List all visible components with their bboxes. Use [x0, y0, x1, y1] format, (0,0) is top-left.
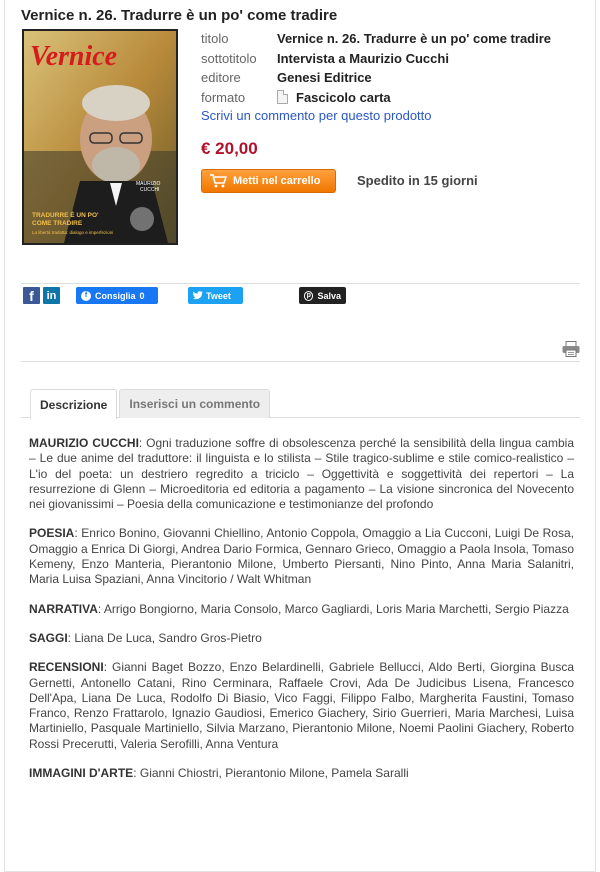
document-icon	[277, 90, 288, 104]
cover-masthead: Vernice	[30, 41, 118, 72]
attr-label: formato	[201, 89, 246, 105]
pinterest-icon: p	[304, 291, 313, 301]
add-to-cart-label: Metti nel carrello	[233, 175, 321, 187]
description-text: : Arrigo Bongiorno, Maria Consolo, Marco Gagliardi, Loris Maria Marchetti, Sergio Piazza	[97, 601, 569, 616]
product-description	[29, 436, 574, 795]
product-title: Vernice n. 26. Tradurre è un po' come tradire	[21, 7, 338, 24]
tab-descrizione[interactable]: Descrizione	[30, 389, 117, 419]
salva-label: Salva	[317, 290, 341, 301]
cover-subtext: La libertà tradotta: dialogo e imperfezioni	[32, 230, 114, 235]
cover-name-1: MAURIZIO	[136, 181, 161, 187]
attr-label: titolo	[201, 31, 229, 47]
pinterest-save-button[interactable]	[299, 287, 346, 304]
shipping-info: Spedito in 15 giorni	[357, 173, 478, 188]
attr-row-publisher	[201, 68, 551, 88]
write-comment-link[interactable]: Scrivi un commento per questo prodotto	[201, 108, 432, 123]
tweet-label: Tweet	[206, 290, 231, 301]
attr-value-format	[277, 90, 391, 105]
attr-row-title	[201, 29, 551, 49]
price: € 20,00	[201, 139, 258, 158]
product-attributes	[201, 29, 551, 107]
cover-tagline-1: TRADURRE È UN PO'	[32, 212, 99, 219]
description-paragraph	[29, 436, 574, 512]
description-heading: NARRATIVA	[29, 601, 98, 616]
consiglia-label: Consiglia	[95, 290, 136, 301]
description-heading: SAGGI	[29, 630, 68, 645]
cover-tagline-2: COME TRADIRE	[32, 220, 83, 227]
description-heading: RECENSIONI	[29, 660, 104, 675]
attr-value: Vernice n. 26. Tradurre è un po' come tradire	[277, 31, 552, 47]
product-cover-image[interactable]	[22, 29, 178, 245]
description-text: : Liana De Luca, Sandro Gros-Pietro	[67, 630, 262, 645]
format-text: Fascicolo carta	[296, 89, 391, 105]
add-to-cart-button[interactable]	[201, 169, 336, 193]
description-paragraph	[29, 526, 574, 587]
tab-inserisci-commento[interactable]: Inserisci un commento	[119, 389, 270, 418]
print-icon[interactable]	[562, 341, 580, 357]
attr-row-subtitle	[201, 49, 551, 69]
attr-label: sottotitolo	[201, 50, 257, 66]
cover-art	[24, 31, 176, 243]
attr-row-format	[201, 88, 551, 108]
facebook-share-icon[interactable]: f	[23, 287, 40, 304]
description-text: : Ogni traduzione soffre di obsolescenza perché la sensibilità della lingua cambia – Le due anime del traduttore: il linguista e lo stilista – Stile tragico-sublime e stile comico-realistico – L'io del poeta: un destriero regredito a triciclo – Oggettività e soggettività dei repertori – La resurrezione di Glenn – Microeditoria ed editoria a pagamento – La visione sincronica del Novecento nei giovanissimi – Poesia della comunicazione e testimonianze del profondo	[29, 436, 574, 512]
linkedin-share-icon[interactable]: in	[43, 287, 60, 304]
consiglia-count: 0	[139, 290, 145, 301]
cart-icon	[209, 174, 227, 188]
description-heading: MAURIZIO CUCCHI	[29, 436, 139, 450]
description-text: : Enrico Bonino, Giovanni Chiellino, Antonio Coppola, Omaggio a Lia Cucconi, Luigi De Rosa, Omaggio a Enrica Di Giorgi, Andrea Dario Formica, Gennaro Grieco, Omaggio a Paola Insola, Tomaso Kemeny, Enzo Manteria, Pierantonio Milone, Umberto Piersanti, Nino Pinto, Anna Maria Salanitri, Maria Luisa Spaziani, Anna Vincitorio / Walt Whitman	[29, 526, 574, 587]
tweet-button[interactable]	[188, 287, 243, 304]
facebook-like-button[interactable]	[76, 287, 158, 304]
attr-value: Intervista a Maurizio Cucchi	[277, 50, 449, 66]
description-paragraph	[29, 631, 574, 646]
description-text: : Gianni Baget Bozzo, Enzo Belardinelli, Gabriele Bellucci, Aldo Berti, Giorgina Busca Gernetti, Antonello Catani, Rino Cerminara, Raffaele Crovi, Ada De Judicibus Lisena, Francesco Dell'Apa, Liana De Luca, Rodolfo Di Biasio, Vico Faggi, Filippo Falbo, Margherita Faustini, Tomaso Franco, Renzo Frattarolo, Ignazio Gaudiosi, Emerico Giachery, Sirio Guerrieri, Maria Marchesi, Luisa Martiniello, Pasquale Martiniello, Silvia Marzano, Pierantonio Milone, Noemi Paolini Giachery, Roberto Rossi Precerutti, Valeria Serofilli, Anna Ventura	[29, 660, 574, 751]
description-heading: IMMAGINI D'ARTE	[29, 766, 134, 781]
divider	[21, 361, 580, 362]
cover-name-2: CUCCHI	[140, 187, 160, 193]
attr-label: editore	[201, 70, 241, 86]
description-heading: POESIA	[29, 526, 75, 541]
product-tabs	[30, 389, 270, 418]
description-paragraph	[29, 766, 574, 781]
facebook-icon: f	[81, 291, 91, 301]
twitter-bird-icon	[193, 291, 203, 300]
attr-value: Genesi Editrice	[277, 70, 372, 86]
description-text: : Gianni Chiostri, Pierantonio Milone, Pamela Saralli	[133, 766, 409, 781]
description-paragraph	[29, 660, 574, 752]
description-paragraph	[29, 602, 574, 617]
divider	[21, 283, 580, 284]
